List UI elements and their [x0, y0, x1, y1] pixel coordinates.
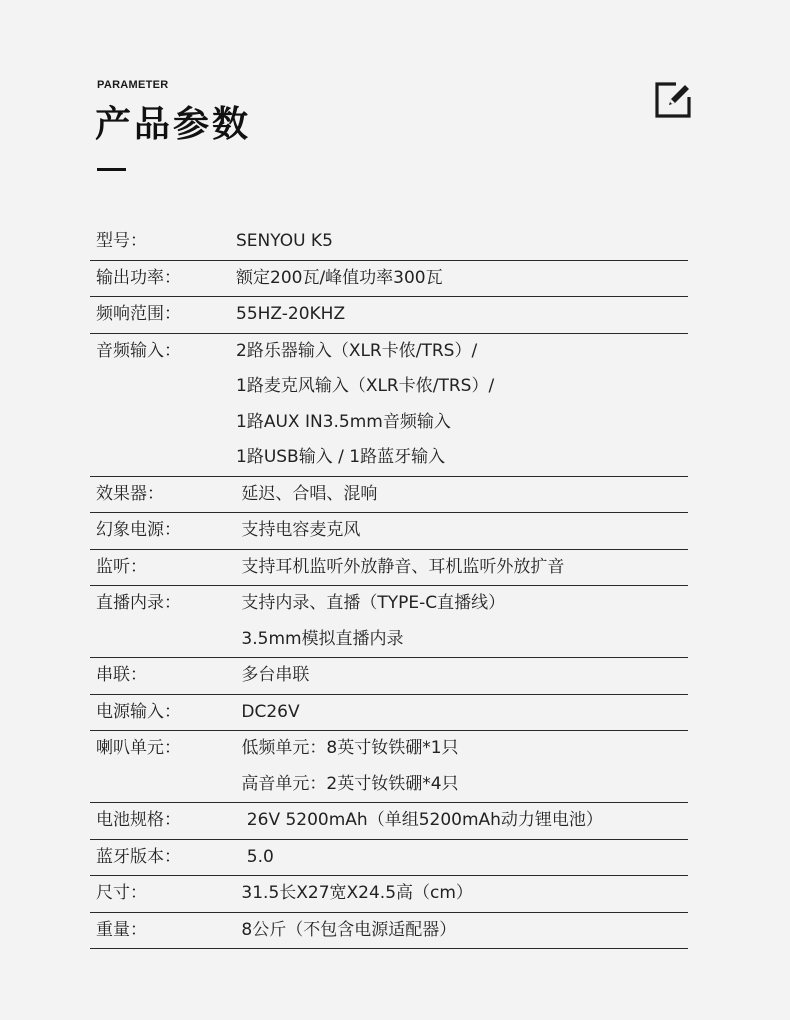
param-value: 支持内录、直播（TYPE-C直播线） [236, 593, 506, 613]
param-values [236, 731, 688, 802]
param-values [236, 695, 688, 731]
param-values [236, 550, 688, 586]
param-label: 尺寸： [96, 883, 147, 903]
param-row [90, 913, 688, 950]
param-values [236, 477, 688, 513]
param-label: 重量： [96, 919, 147, 940]
param-value: 3.5mm模拟直播内录 [236, 628, 404, 649]
param-value: 支持耳机监听外放静音、耳机监听外放扩音 [236, 556, 565, 577]
param-value: 2路乐器输入（XLR卡侬/TRS）/ [236, 340, 478, 361]
param-row [90, 731, 688, 803]
param-value: 高音单元：2英寸钕铁硼*4只 [236, 773, 459, 794]
param-row [90, 550, 688, 587]
section-subtitle: PARAMETER [97, 79, 169, 91]
param-label: 型号： [96, 231, 147, 251]
edit-icon[interactable] [654, 81, 692, 119]
param-label: 幻象电源： [96, 520, 181, 540]
param-label: 串联： [96, 665, 147, 685]
param-values [236, 913, 688, 949]
param-values [236, 658, 688, 694]
param-value: 1路麦克风输入（XLR卡侬/TRS）/ [236, 376, 495, 396]
param-value: 多台串联 [236, 665, 310, 685]
param-value: 26V 5200mAh（单组5200mAh动力锂电池） [236, 810, 603, 830]
param-label: 输出功率： [96, 267, 181, 288]
param-label: 电源输入： [96, 701, 181, 722]
param-label: 频响范围： [96, 304, 181, 324]
param-values [236, 261, 688, 297]
page-title: 产品参数 [95, 104, 252, 145]
param-row [90, 334, 688, 477]
param-row [90, 477, 688, 514]
param-row [90, 261, 688, 298]
param-label: 喇叭单元： [96, 738, 181, 758]
param-values [236, 224, 688, 260]
param-row [90, 876, 688, 913]
param-value: 31.5长X27宽X24.5高（cm） [236, 883, 473, 903]
param-value: 8公斤（不包含电源适配器） [236, 919, 457, 940]
param-label: 监听： [96, 556, 147, 577]
param-value: 额定200瓦/峰值功率300瓦 [236, 267, 443, 288]
param-row [90, 513, 688, 550]
param-row [90, 297, 688, 334]
param-values [236, 586, 688, 657]
param-value: 延迟、合唱、混响 [236, 483, 378, 504]
parameter-table [90, 224, 688, 949]
param-value: SENYOU K5 [236, 231, 333, 251]
param-label: 效果器： [96, 483, 164, 504]
param-value: 支持电容麦克风 [236, 520, 361, 540]
param-row [90, 695, 688, 732]
param-label: 音频输入： [96, 340, 181, 361]
param-value: DC26V [236, 701, 300, 722]
param-label: 直播内录： [96, 593, 181, 613]
param-values [236, 840, 688, 876]
param-values [236, 876, 688, 912]
param-values [236, 513, 688, 549]
param-row [90, 658, 688, 695]
param-row [90, 586, 688, 658]
param-values [236, 297, 688, 333]
param-value: 1路USB输入 / 1路蓝牙输入 [236, 447, 446, 467]
param-value: 低频单元：8英寸钕铁硼*1只 [236, 738, 459, 758]
param-value: 5.0 [236, 846, 274, 867]
param-row [90, 803, 688, 840]
param-label: 电池规格： [96, 810, 181, 830]
param-value: 55HZ-20KHZ [236, 304, 346, 324]
param-row [90, 840, 688, 877]
param-value: 1路AUX IN3.5mm音频输入 [236, 411, 451, 432]
param-row [90, 224, 688, 261]
title-divider [97, 168, 126, 171]
param-label: 蓝牙版本： [96, 846, 181, 867]
param-values [236, 803, 688, 839]
param-values [236, 334, 688, 476]
